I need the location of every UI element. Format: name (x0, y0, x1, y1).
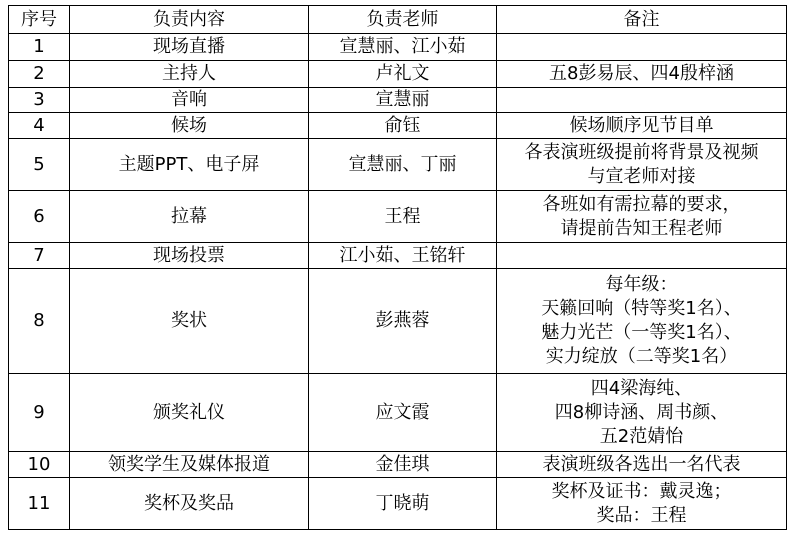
table-row (9, 34, 787, 61)
note-line: 奖杯及证书：戴灵逸； (551, 480, 732, 502)
note-line: 各班如有需拉幕的要求， (542, 193, 741, 215)
row-number: 4 (9, 113, 70, 139)
row-note (497, 478, 787, 530)
note-line: 与宣老师对接 (587, 165, 696, 187)
row-number: 10 (9, 452, 70, 478)
row-teacher: 卢礼文 (309, 61, 497, 88)
row-content: 现场直播 (70, 34, 309, 61)
row-content: 领奖学生及媒体报道 (70, 452, 309, 478)
table-row (9, 139, 787, 191)
row-number: 1 (9, 34, 70, 61)
row-note (497, 61, 787, 88)
row-content: 候场 (70, 113, 309, 139)
row-note (497, 139, 787, 191)
table-row (9, 269, 787, 374)
row-teacher: 王程 (309, 191, 497, 243)
row-number: 6 (9, 191, 70, 243)
row-content: 拉幕 (70, 191, 309, 243)
row-number: 7 (9, 243, 70, 269)
note-line: 奖品：王程 (596, 504, 687, 526)
note-line: 四8柳诗涵、周书颜、 (554, 401, 729, 423)
note-line: 天籁回响（特等奖1名）、 (541, 298, 742, 319)
row-note (497, 113, 787, 139)
note-line: 五2范婧怡 (599, 425, 684, 447)
row-teacher: 金佳琪 (309, 452, 497, 478)
row-number: 11 (9, 478, 70, 530)
row-note (497, 243, 787, 269)
table-row (9, 113, 787, 139)
row-number: 8 (9, 269, 70, 374)
row-teacher: 应文霞 (309, 374, 497, 452)
row-number: 3 (9, 88, 70, 113)
note-line: 表演班级各选出一名代表 (542, 453, 741, 475)
row-teacher: 彭燕蓉 (309, 269, 497, 374)
note-line: 请提前告知王程老师 (560, 217, 723, 239)
note-line: 各表演班级提前将背景及视频 (524, 141, 759, 163)
row-content: 奖状 (70, 269, 309, 374)
header-row (9, 6, 787, 34)
duty-table (8, 5, 787, 530)
row-note (497, 34, 787, 61)
table-row (9, 374, 787, 452)
row-number: 2 (9, 61, 70, 88)
row-teacher: 丁晓萌 (309, 478, 497, 530)
note-line: 五8彭易辰、四4殷梓涵 (549, 63, 734, 84)
row-note (497, 88, 787, 113)
note-line: 魅力光芒（一等奖1名）、 (541, 322, 742, 343)
row-note (497, 191, 787, 243)
table-row (9, 61, 787, 88)
table-row (9, 478, 787, 530)
row-content: 音响 (70, 88, 309, 113)
table-row (9, 243, 787, 269)
row-content: 主持人 (70, 61, 309, 88)
note-line: 实力绽放（二等奖1名） (545, 346, 738, 367)
header-cell-number: 序号 (9, 6, 70, 34)
row-teacher: 宣慧丽 (309, 88, 497, 113)
row-content: 主题PPT、电子屏 (70, 139, 309, 191)
row-content: 现场投票 (70, 243, 309, 269)
table-row (9, 88, 787, 113)
row-teacher: 俞钰 (309, 113, 497, 139)
table-row (9, 452, 787, 478)
row-note (497, 452, 787, 478)
header-cell-teacher: 负责老师 (309, 6, 497, 34)
row-teacher: 宣慧丽、丁丽 (309, 139, 497, 191)
row-note (497, 269, 787, 374)
header-cell-note: 备注 (497, 6, 787, 34)
header-cell-content: 负责内容 (70, 6, 309, 34)
table-row (9, 191, 787, 243)
row-content: 颁奖礼仪 (70, 374, 309, 452)
row-teacher: 宣慧丽、江小茹 (309, 34, 497, 61)
row-teacher: 江小茹、王铭轩 (309, 243, 497, 269)
note-line: 候场顺序见节目单 (569, 114, 714, 136)
row-number: 5 (9, 139, 70, 191)
note-line: 四4梁海纯、 (590, 377, 693, 399)
row-number: 9 (9, 374, 70, 452)
row-note (497, 374, 787, 452)
note-line: 每年级： (605, 274, 678, 295)
row-content: 奖杯及奖品 (70, 478, 309, 530)
